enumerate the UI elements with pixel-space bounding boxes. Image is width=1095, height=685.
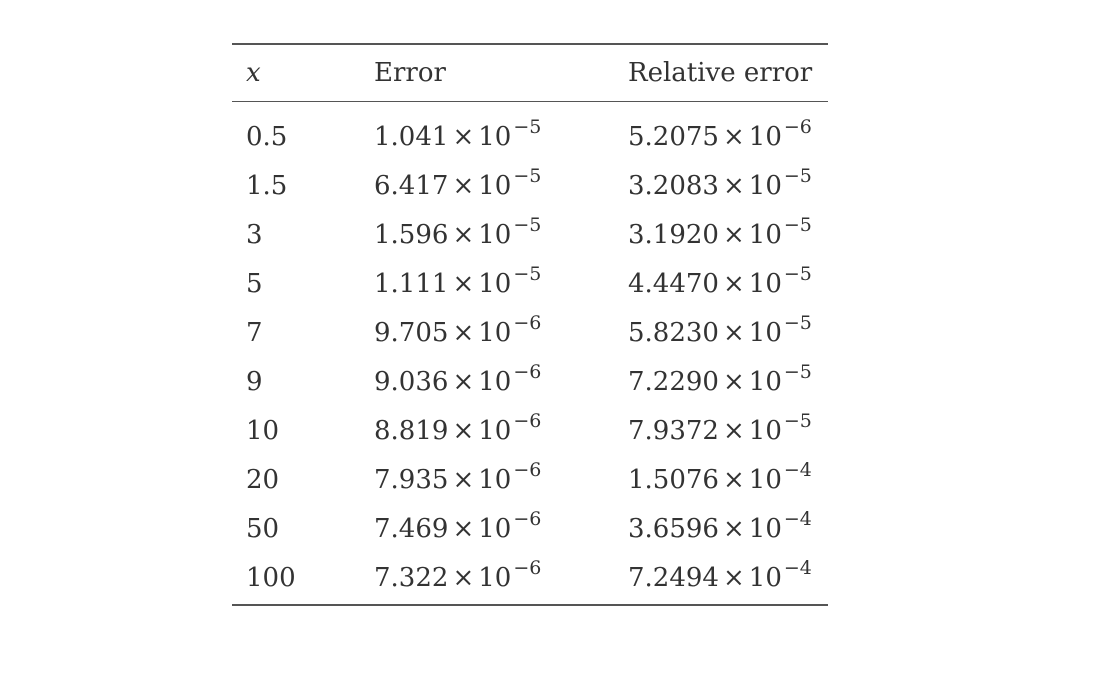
exponent: −6 bbox=[513, 507, 542, 530]
table-row bbox=[232, 406, 828, 455]
base: 10 bbox=[478, 562, 512, 593]
cell-relative-error bbox=[628, 458, 828, 495]
times-sign: × bbox=[452, 513, 475, 544]
cell-error bbox=[374, 556, 628, 593]
exponent: −6 bbox=[783, 115, 812, 138]
base: 10 bbox=[748, 121, 782, 152]
cell-error bbox=[374, 115, 628, 152]
mantissa: 7.322 bbox=[374, 562, 449, 593]
cell-relative-error bbox=[628, 164, 828, 201]
times-sign: × bbox=[452, 562, 475, 593]
mantissa: 7.935 bbox=[374, 464, 449, 495]
times-sign: × bbox=[722, 562, 745, 593]
times-sign: × bbox=[722, 464, 745, 495]
times-sign: × bbox=[452, 268, 475, 299]
table-row bbox=[232, 112, 828, 161]
table-row bbox=[232, 504, 828, 553]
mantissa: 7.9372 bbox=[628, 415, 719, 446]
cell-error bbox=[374, 458, 628, 495]
base: 10 bbox=[478, 268, 512, 299]
base: 10 bbox=[748, 464, 782, 495]
times-sign: × bbox=[722, 513, 745, 544]
cell-relative-error bbox=[628, 311, 828, 348]
header-x: x bbox=[246, 58, 261, 88]
exponent: −5 bbox=[513, 262, 542, 285]
base: 10 bbox=[748, 219, 782, 250]
cell-relative-error bbox=[628, 507, 828, 544]
times-sign: × bbox=[452, 415, 475, 446]
mantissa: 5.8230 bbox=[628, 317, 719, 348]
mantissa: 6.417 bbox=[374, 170, 449, 201]
cell-x: 5 bbox=[246, 268, 263, 299]
cell-x: 9 bbox=[246, 366, 263, 397]
times-sign: × bbox=[452, 170, 475, 201]
cell-x: 0.5 bbox=[246, 121, 288, 152]
exponent: −6 bbox=[513, 556, 542, 579]
exponent: −5 bbox=[783, 262, 812, 285]
times-sign: × bbox=[452, 219, 475, 250]
table-row bbox=[232, 357, 828, 406]
times-sign: × bbox=[452, 366, 475, 397]
cell-error bbox=[374, 262, 628, 299]
base: 10 bbox=[478, 170, 512, 201]
base: 10 bbox=[748, 317, 782, 348]
times-sign: × bbox=[722, 219, 745, 250]
error-table bbox=[232, 43, 828, 606]
cell-x: 3 bbox=[246, 219, 263, 250]
cell-error bbox=[374, 311, 628, 348]
exponent: −4 bbox=[783, 458, 812, 481]
cell-error bbox=[374, 213, 628, 250]
table-row bbox=[232, 259, 828, 308]
base: 10 bbox=[748, 170, 782, 201]
exponent: −5 bbox=[513, 164, 542, 187]
base: 10 bbox=[478, 121, 512, 152]
times-sign: × bbox=[452, 121, 475, 152]
exponent: −6 bbox=[513, 409, 542, 432]
base: 10 bbox=[748, 366, 782, 397]
base: 10 bbox=[748, 562, 782, 593]
cell-error bbox=[374, 507, 628, 544]
mantissa: 9.705 bbox=[374, 317, 449, 348]
times-sign: × bbox=[722, 415, 745, 446]
times-sign: × bbox=[452, 464, 475, 495]
mantissa: 3.6596 bbox=[628, 513, 719, 544]
exponent: −4 bbox=[783, 507, 812, 530]
base: 10 bbox=[478, 219, 512, 250]
exponent: −5 bbox=[783, 164, 812, 187]
bottom-rule bbox=[232, 604, 828, 606]
cell-relative-error bbox=[628, 262, 828, 299]
times-sign: × bbox=[722, 170, 745, 201]
cell-x: 20 bbox=[246, 464, 280, 495]
header-row bbox=[232, 45, 828, 101]
exponent: −4 bbox=[783, 556, 812, 579]
times-sign: × bbox=[452, 317, 475, 348]
base: 10 bbox=[478, 415, 512, 446]
cell-x: 1.5 bbox=[246, 170, 288, 201]
exponent: −6 bbox=[513, 360, 542, 383]
cell-relative-error bbox=[628, 409, 828, 446]
mantissa: 3.2083 bbox=[628, 170, 719, 201]
cell-x: 100 bbox=[246, 562, 296, 593]
header-error: Error bbox=[374, 58, 446, 88]
mantissa: 7.2290 bbox=[628, 366, 719, 397]
mantissa: 4.4470 bbox=[628, 268, 719, 299]
cell-x: 10 bbox=[246, 415, 280, 446]
exponent: −6 bbox=[513, 311, 542, 334]
table-row bbox=[232, 455, 828, 504]
table-body bbox=[232, 102, 828, 604]
cell-relative-error bbox=[628, 360, 828, 397]
cell-error bbox=[374, 409, 628, 446]
mantissa: 1.596 bbox=[374, 219, 449, 250]
mantissa: 8.819 bbox=[374, 415, 449, 446]
base: 10 bbox=[478, 366, 512, 397]
exponent: −6 bbox=[513, 458, 542, 481]
exponent: −5 bbox=[783, 311, 812, 334]
base: 10 bbox=[748, 415, 782, 446]
base: 10 bbox=[478, 513, 512, 544]
base: 10 bbox=[748, 268, 782, 299]
mantissa: 1.041 bbox=[374, 121, 449, 152]
table-row bbox=[232, 210, 828, 259]
cell-x: 50 bbox=[246, 513, 280, 544]
times-sign: × bbox=[722, 366, 745, 397]
cell-error bbox=[374, 164, 628, 201]
base: 10 bbox=[478, 464, 512, 495]
cell-x: 7 bbox=[246, 317, 263, 348]
exponent: −5 bbox=[513, 213, 542, 236]
base: 10 bbox=[748, 513, 782, 544]
table-row bbox=[232, 308, 828, 357]
exponent: −5 bbox=[783, 360, 812, 383]
cell-error bbox=[374, 360, 628, 397]
header-relative-error: Relative error bbox=[628, 58, 813, 88]
cell-relative-error bbox=[628, 213, 828, 250]
mantissa: 7.2494 bbox=[628, 562, 719, 593]
mantissa: 5.2075 bbox=[628, 121, 719, 152]
mantissa: 9.036 bbox=[374, 366, 449, 397]
times-sign: × bbox=[722, 268, 745, 299]
cell-relative-error bbox=[628, 115, 828, 152]
table-row bbox=[232, 161, 828, 210]
exponent: −5 bbox=[783, 409, 812, 432]
times-sign: × bbox=[722, 121, 745, 152]
base: 10 bbox=[478, 317, 512, 348]
cell-relative-error bbox=[628, 556, 828, 593]
exponent: −5 bbox=[513, 115, 542, 138]
mantissa: 7.469 bbox=[374, 513, 449, 544]
exponent: −5 bbox=[783, 213, 812, 236]
table-row bbox=[232, 553, 828, 602]
times-sign: × bbox=[722, 317, 745, 348]
mantissa: 1.5076 bbox=[628, 464, 719, 495]
mantissa: 3.1920 bbox=[628, 219, 719, 250]
mantissa: 1.111 bbox=[374, 268, 449, 299]
